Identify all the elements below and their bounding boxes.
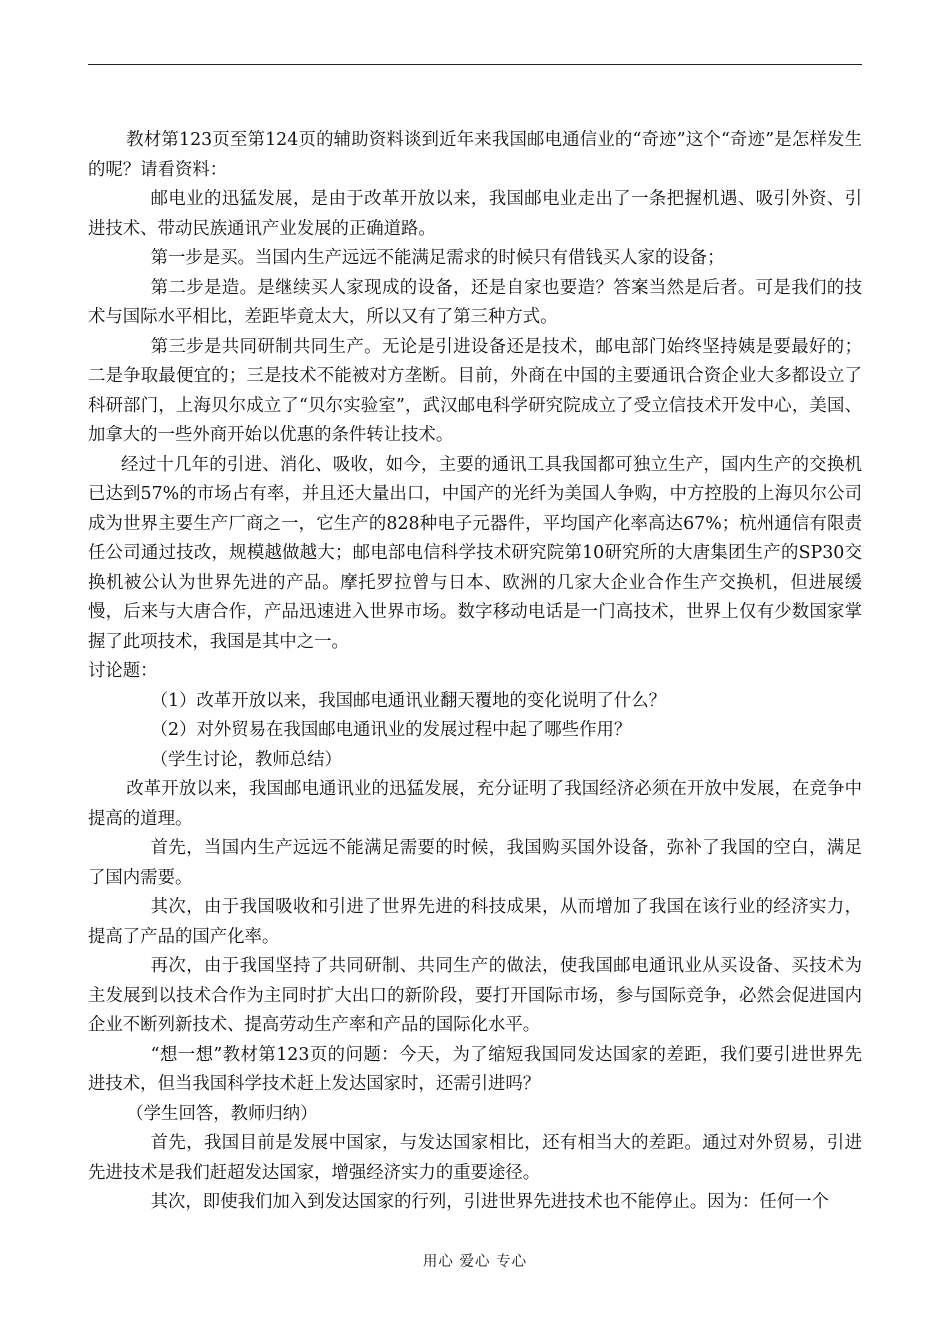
paragraph-first: 首先，当国内生产远远不能满足需要的时候，我国购买国外设备，弥补了我国的空白，满足了国内需要。 <box>88 838 862 888</box>
paragraph-step-three: 第三步是共同研制共同生产。无论是引进设备还是技术，邮电部门始终坚持姨是要最好的；二是争取最便宜的；三是技术不能被对方垄断。目前，外商在中国的主要通讯合资企业大多都设立了科研部门，上海贝尔成立了“贝尔实验室”，武汉邮电科学研究院成立了受立信技术开发中心，美国、加拿大的一些外商开始以优惠的条件转让技术。 <box>88 336 862 445</box>
discussion-question-1: （1）改革开放以来，我国邮电通讯业翻天覆地的变化说明了什么？ <box>150 690 667 711</box>
paragraph-answer-second: 其次，即使我们加入到发达国家的行列，引进世界先进技术也不能停止。因为：任何一个 <box>150 1192 829 1212</box>
paragraph-step-one: 第一步是买。当国内生产远远不能满足需求的时候只有借钱买人家的设备； <box>150 248 725 268</box>
paragraph-intro: 教材第123页至第124页的辅助资料谈到近年来我国邮电通信业的“奇迹”这个“奇迹”是怎样发生的呢？请看资料： <box>88 130 862 180</box>
paragraph-think: “想一想”教材第123页的问题：今天，为了缩短我国同发达国家的差距，我们要引进世界先进技术，但当我国科学技术赶上发达国家时，还需引进吗？ <box>88 1044 862 1094</box>
answer-note: （学生回答，教师归纳） <box>126 1103 318 1124</box>
paragraph-answer-first: 首先，我国目前是发展中国家，与发达国家相比，还有相当大的差距。通过对外贸易，引进先进技术是我们赶超发达国家，增强经济实力的重要途径。 <box>88 1133 862 1183</box>
discussion-question-2: （2）对外贸易在我国邮电通讯业的发展过程中起了哪些作用？ <box>150 720 632 740</box>
paragraph-third: 再次，由于我国坚持了共同研制、共同生产的做法，使我国邮电通讯业从买设备、买技术为主发展到以技术合作为主同时扩大出口的新阶段，要打开国际市场，参与国际竞争，必然会促进国内企业不断列新技术、提高劳动生产率和产品的国际化水平。 <box>88 956 862 1035</box>
paragraph-results: 经过十几年的引进、消化、吸收，如今，主要的通讯工具我国都可独立生产，国内生产的交换机已达到57%的市场占有率，并且还大量出口，中国产的光纤为美国人争购，中方控股的上海贝尔公司成为世界主要生产厂商之一，它生产的828种电子元器件，平均国产化率高达67%；杭州通信有限责任公司通过技改，规模越做越大；邮电部电信科学技术研究院第10研究所的大唐集团生产的SP30交换机被公认为世界先进的产品。摩托罗拉曾与日本、欧洲的几家大企业合作生产交换机，但进展缓慢，后来与大唐合作，产品迅速进入世界市场。数字移动电话是一门高技术，世界上仅有少数国家掌握了此项技术，我国是其中之一。 <box>88 454 862 652</box>
paragraph-second: 其次，由于我国吸收和引进了世界先进的科技成果，从而增加了我国在该行业的经济实力，提高了产品的国产化率。 <box>88 897 862 947</box>
page-footer: 用心 爱心 专心 <box>422 1254 528 1270</box>
discussion-note: （学生讨论，教师总结） <box>150 749 342 770</box>
paragraph-step-two: 第二步是造。是继续买人家现成的设备，还是自家也要造？答案当然是后者。可是我们的技术与国际水平相比，差距毕竟太大，所以又有了第三种方式。 <box>88 277 862 327</box>
paragraph-material: 邮电业的迅猛发展，是由于改革开放以来，我国邮电业走出了一条把握机遇、吸引外资、引进技术、带动民族通讯产业发展的正确道路。 <box>88 189 862 239</box>
discussion-heading: 讨论题： <box>88 661 158 681</box>
paragraph-conclusion: 改革开放以来，我国邮电通讯业的迅猛发展，充分证明了我国经济必须在开放中发展，在竞争中提高的道理。 <box>88 779 862 829</box>
document-body <box>88 126 862 1218</box>
header-rule <box>88 64 862 65</box>
